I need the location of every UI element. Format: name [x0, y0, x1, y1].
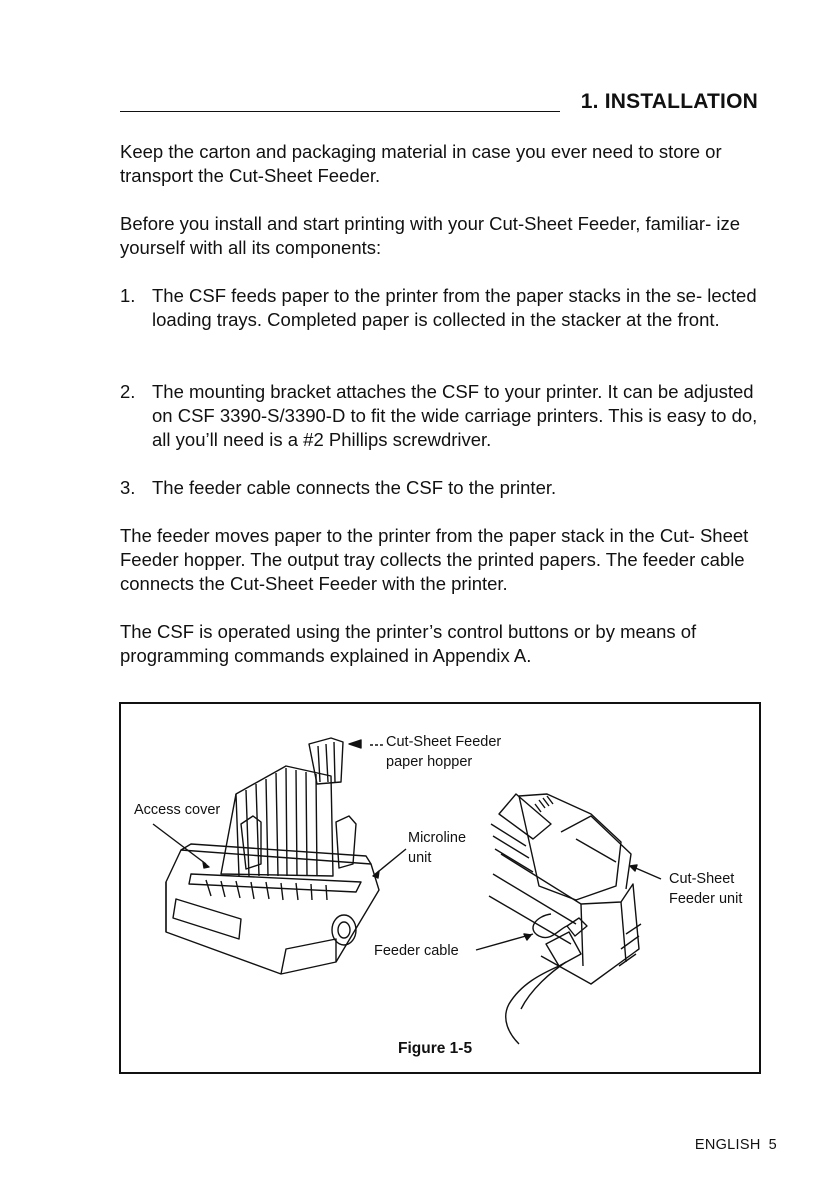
header-rule [120, 111, 560, 112]
label-csf-unit-line1: Cut-Sheet [669, 871, 735, 887]
printer-front-panel [173, 899, 241, 939]
footer-language: ENGLISH [694, 1137, 761, 1153]
label-csf-unit [669, 869, 742, 909]
list-item-text: The CSF feeds paper to the printer from the paper stacks in the se- lected loading trays. Completed paper is collected in the stacker at the front. [152, 285, 757, 330]
list-item-number: 2. [120, 381, 136, 402]
label-feeder-cable: Feeder cable [374, 943, 459, 959]
paragraph-storage: Keep the carton and packaging material in case you ever need to store or transport the Cut-Sheet Feeder. [120, 141, 722, 186]
printer-body [166, 850, 379, 974]
list-item [120, 380, 760, 452]
list-item-text: The mounting bracket attaches the CSF to your printer. It can be adjusted on CSF 3390-S/3390-D to fit the wide carriage printers. This is easy to do, all you’ll need is a #2 Phillips screwdriver. [152, 381, 758, 450]
label-microline-line1: Microline [408, 830, 467, 846]
page-footer [695, 1137, 777, 1153]
label-access-cover: Access cover [134, 802, 221, 818]
label-microline-unit [408, 828, 466, 868]
list-item [120, 284, 760, 332]
label-paper-hopper [386, 732, 501, 772]
paragraph-operation: The CSF is operated using the printer’s control buttons or by means of programming commands explained in Appendix A. [120, 621, 697, 666]
label-paper-hopper-line1: Cut-Sheet Feeder [386, 734, 502, 750]
label-csf-unit-line2: Feeder unit [669, 891, 743, 907]
label-microline-line2: unit [408, 850, 432, 866]
list-item-text: The feeder cable connects the CSF to the printer. [152, 477, 557, 498]
list-item-number: 1. [120, 285, 136, 306]
page-number: 5 [768, 1137, 777, 1153]
printer-knob [332, 915, 356, 945]
paragraph-components-intro: Before you install and start printing with your Cut-Sheet Feeder, familiar- ize yourself with all its components: [120, 213, 741, 258]
label-paper-hopper-line2: paper hopper [386, 754, 473, 770]
paragraph-feeder-description: The feeder moves paper to the printer from the paper stack in the Cut- Sheet Feeder hopper. The output tray collects the printed papers. The feeder cable connects the Cut-Sheet Feeder with the printer. [120, 525, 749, 594]
section-title: 1. INSTALLATION [580, 90, 758, 113]
figure-box [119, 702, 761, 1074]
list-item [120, 476, 760, 500]
list-item-number: 3. [120, 477, 136, 498]
figure-caption: Figure 1-5 [398, 1040, 473, 1057]
feeder-cable [533, 914, 567, 938]
